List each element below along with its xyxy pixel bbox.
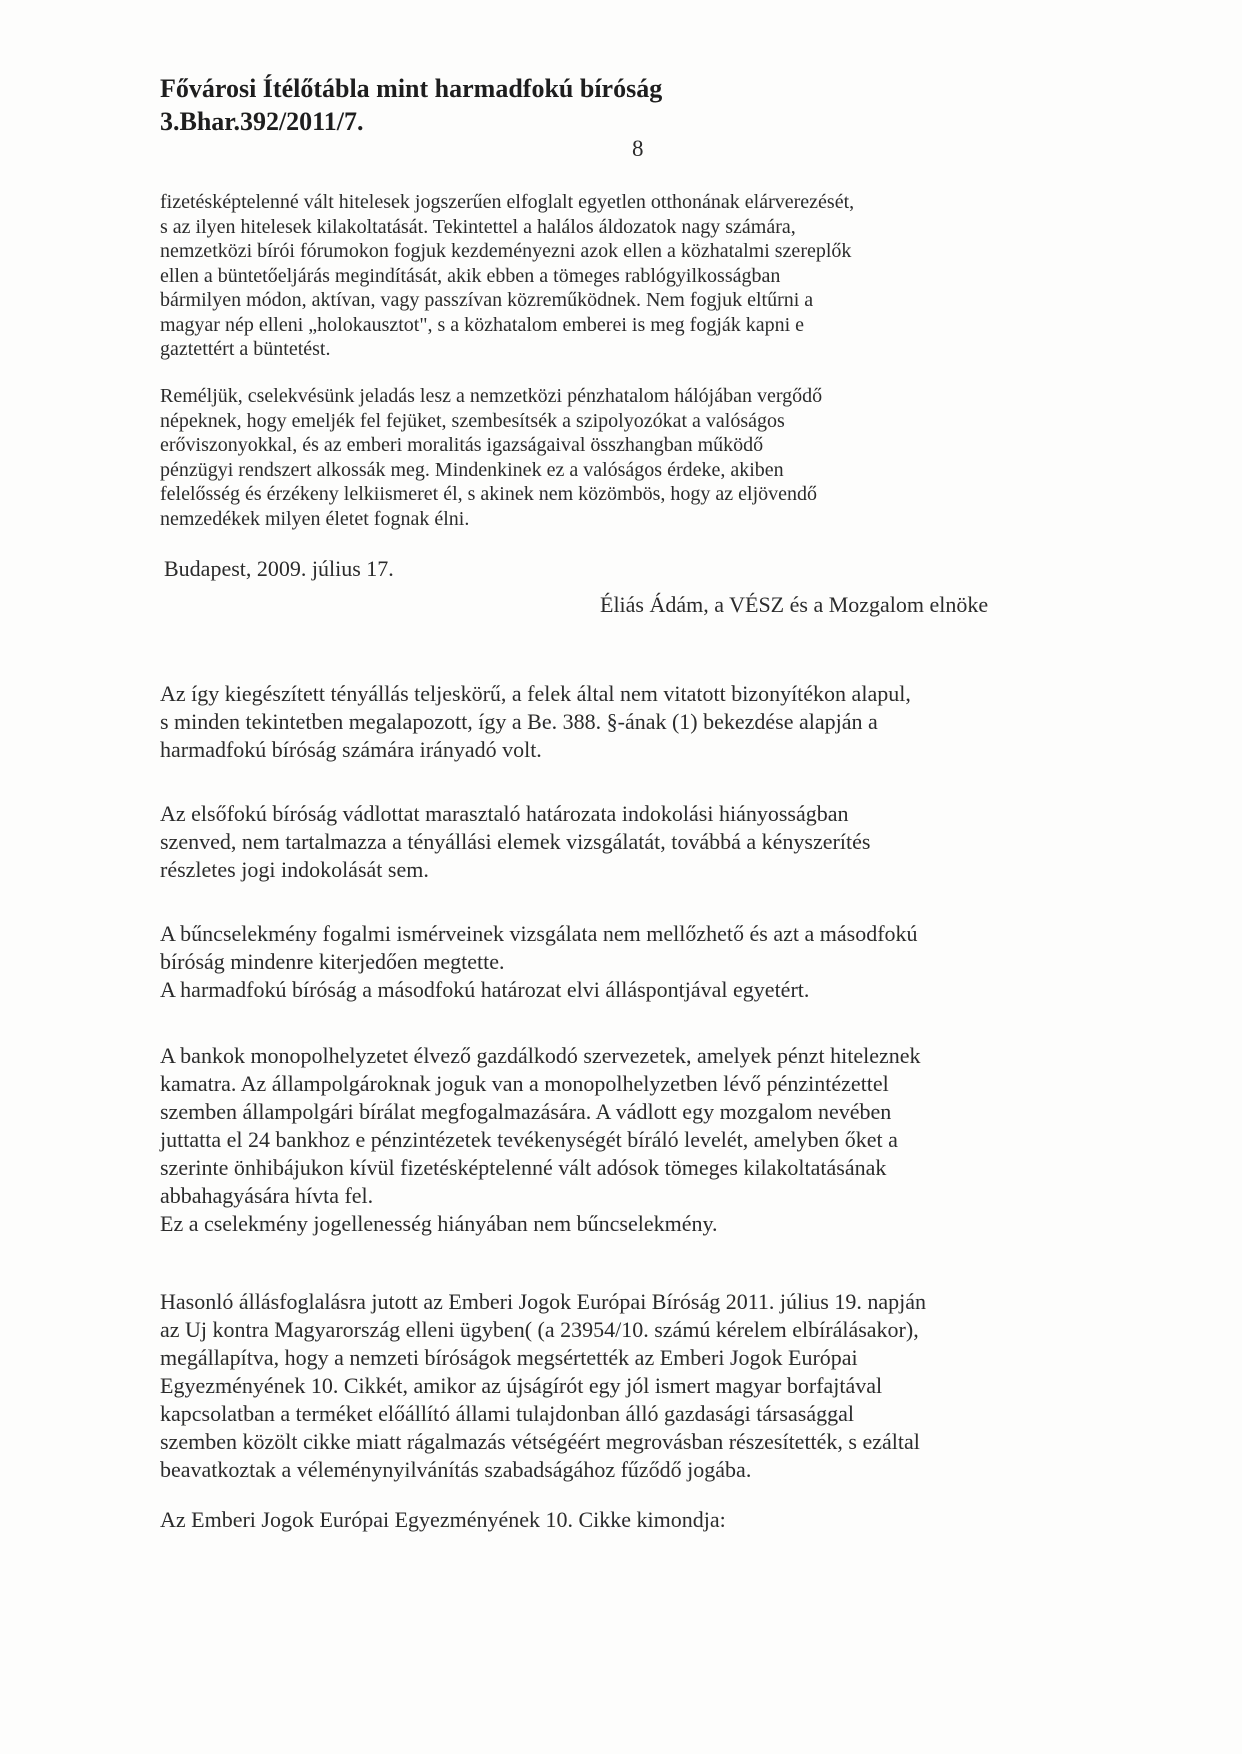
- text-line: Ez a cselekmény jogellenesség hiányában nem bűncselekmény.: [160, 1211, 718, 1236]
- text-line: Egyezményének 10. Cikkét, amikor az újságírót egy jól ismert magyar borfajtával: [160, 1373, 883, 1398]
- text-line: kapcsolatban a terméket előállító állami tulajdonban álló gazdasági társasággal: [160, 1401, 854, 1426]
- court-name: Fővárosi Ítélőtábla mint harmadfokú bíróság: [160, 74, 663, 103]
- text-line: erőviszonyokkal, és az emberi moralitás igazságaival összhangban működő: [160, 434, 764, 456]
- page-number: 8: [632, 136, 644, 161]
- text-line: s minden tekintetben megalapozott, így a Be. 388. §-ának (1) bekezdése alapján a: [160, 709, 878, 734]
- text-line: szerinte önhibájukon kívül fizetésképtelenné vált adósok tömeges kilakoltatásának: [160, 1155, 887, 1180]
- text-line: Hasonló állásfoglalásra jutott az Emberi Jogok Európai Bíróság 2011. július 19. napján: [160, 1289, 926, 1314]
- paragraph-article-10: [160, 1506, 1112, 1534]
- paragraph-facts: [160, 680, 1112, 764]
- text-line: magyar nép elleni „holokausztot", s a közhatalom emberei is meg fogják kapni e: [160, 313, 805, 336]
- quoted-letter-paragraph-2: [160, 384, 1112, 531]
- text-line: harmadfokú bíróság számára irányadó volt.: [160, 737, 542, 762]
- letter-signature: Éliás Ádám, a VÉSZ és a Mozgalom elnöke: [600, 592, 989, 617]
- text-line: pénzügyi rendszert alkossák meg. Mindenkinek ez a valóságos érdeke, akiben: [160, 458, 784, 481]
- quoted-letter-paragraph-1: [160, 190, 1112, 362]
- text-line: bíróság mindenre kiterjedően megtette.: [160, 949, 505, 974]
- document-header: [160, 72, 662, 138]
- text-line: az Uj kontra Magyarország elleni ügyben( (a 23954/10. számú kérelem elbírálásakor),: [160, 1317, 919, 1342]
- text-line: fizetésképtelenné vált hitelesek jogszerűen elfoglalt egyetlen otthonának elárverezését,: [160, 191, 855, 213]
- text-line: megállapítva, hogy a nemzeti bíróságok megsértették az Emberi Jogok Európai: [160, 1345, 858, 1370]
- text-line: abbahagyására hívta fel.: [160, 1183, 374, 1208]
- text-line: nemzetközi bírói fórumokon fogjuk kezdeményezni azok ellen a közhatalmi szereplők: [160, 240, 852, 262]
- letter-date: Budapest, 2009. július 17.: [164, 556, 394, 581]
- text-line: szemben közölt cikke miatt rágalmazás vétségéért megrovásban részesítették, s ezáltal: [160, 1429, 920, 1454]
- text-line: szenved, nem tartalmazza a tényállási elemek vizsgálatát, továbbá a kényszerítés: [160, 829, 871, 854]
- text-line: kamatra. Az állampolgároknak joguk van a monopolhelyzetben lévő pénzintézettel: [160, 1071, 889, 1096]
- text-line: beavatkoztak a véleménynyilvánítás szabadságához fűződő jogába.: [160, 1457, 752, 1482]
- text-line: szemben állampolgári bírálat megfogalmazására. A vádlott egy mozgalom nevében: [160, 1099, 892, 1124]
- case-number: 3.Bhar.392/2011/7.: [160, 107, 364, 136]
- text-line: Az Emberi Jogok Európai Egyezményének 10. Cikke kimondja:: [160, 1507, 726, 1532]
- text-line: népeknek, hogy emeljék fel fejüket, szembesítsék a szipolyozókat a valóságos: [160, 409, 785, 432]
- text-line: A bankok monopolhelyzetet élvező gazdálkodó szervezetek, amelyek pénzt hiteleznek: [160, 1043, 921, 1068]
- text-line: s az ilyen hitelesek kilakoltatását. Tekintettel a halálos áldozatok nagy számára,: [160, 215, 796, 238]
- text-line: felelősség és érzékeny lelkiismeret él, s akinek nem közömbös, hogy az eljövendő: [160, 483, 818, 505]
- paragraph-criminal-elements: [160, 920, 1112, 1004]
- text-line: nemzedékek milyen életet fognak élni.: [160, 507, 470, 530]
- text-line: részletes jogi indokolását sem.: [160, 857, 429, 882]
- text-line: Az így kiegészített tényállás teljeskörű, a felek által nem vitatott bizonyítékon alapul,: [160, 681, 911, 706]
- text-line: bármilyen módon, aktívan, vagy passzívan közreműködnek. Nem fogjuk eltűrni a: [160, 289, 814, 311]
- paragraph-first-instance: [160, 800, 1112, 884]
- text-line: Reméljük, cselekvésünk jeladás lesz a nemzetközi pénzhatalom hálójában vergődő: [160, 385, 823, 407]
- text-line: A harmadfokú bíróság a másodfokú határozat elvi álláspontjával egyetért.: [160, 977, 810, 1002]
- text-line: A bűncselekmény fogalmi ismérveinek vizsgálata nem mellőzhető és azt a másodfokú: [160, 921, 918, 946]
- paragraph-banks: [160, 1042, 1112, 1238]
- text-line: gaztettért a büntetést.: [160, 338, 331, 360]
- text-line: Az elsőfokú bíróság vádlottat marasztaló határozata indokolási hiányosságban: [160, 801, 849, 826]
- paragraph-echr: [160, 1288, 1112, 1484]
- text-line: ellen a büntetőeljárás megindítását, akik ebben a tömeges rablógyilkosságban: [160, 264, 781, 287]
- text-line: juttatta el 24 bankhoz e pénzintézetek tevékenységét bíráló levelét, amelyben őket a: [160, 1127, 898, 1152]
